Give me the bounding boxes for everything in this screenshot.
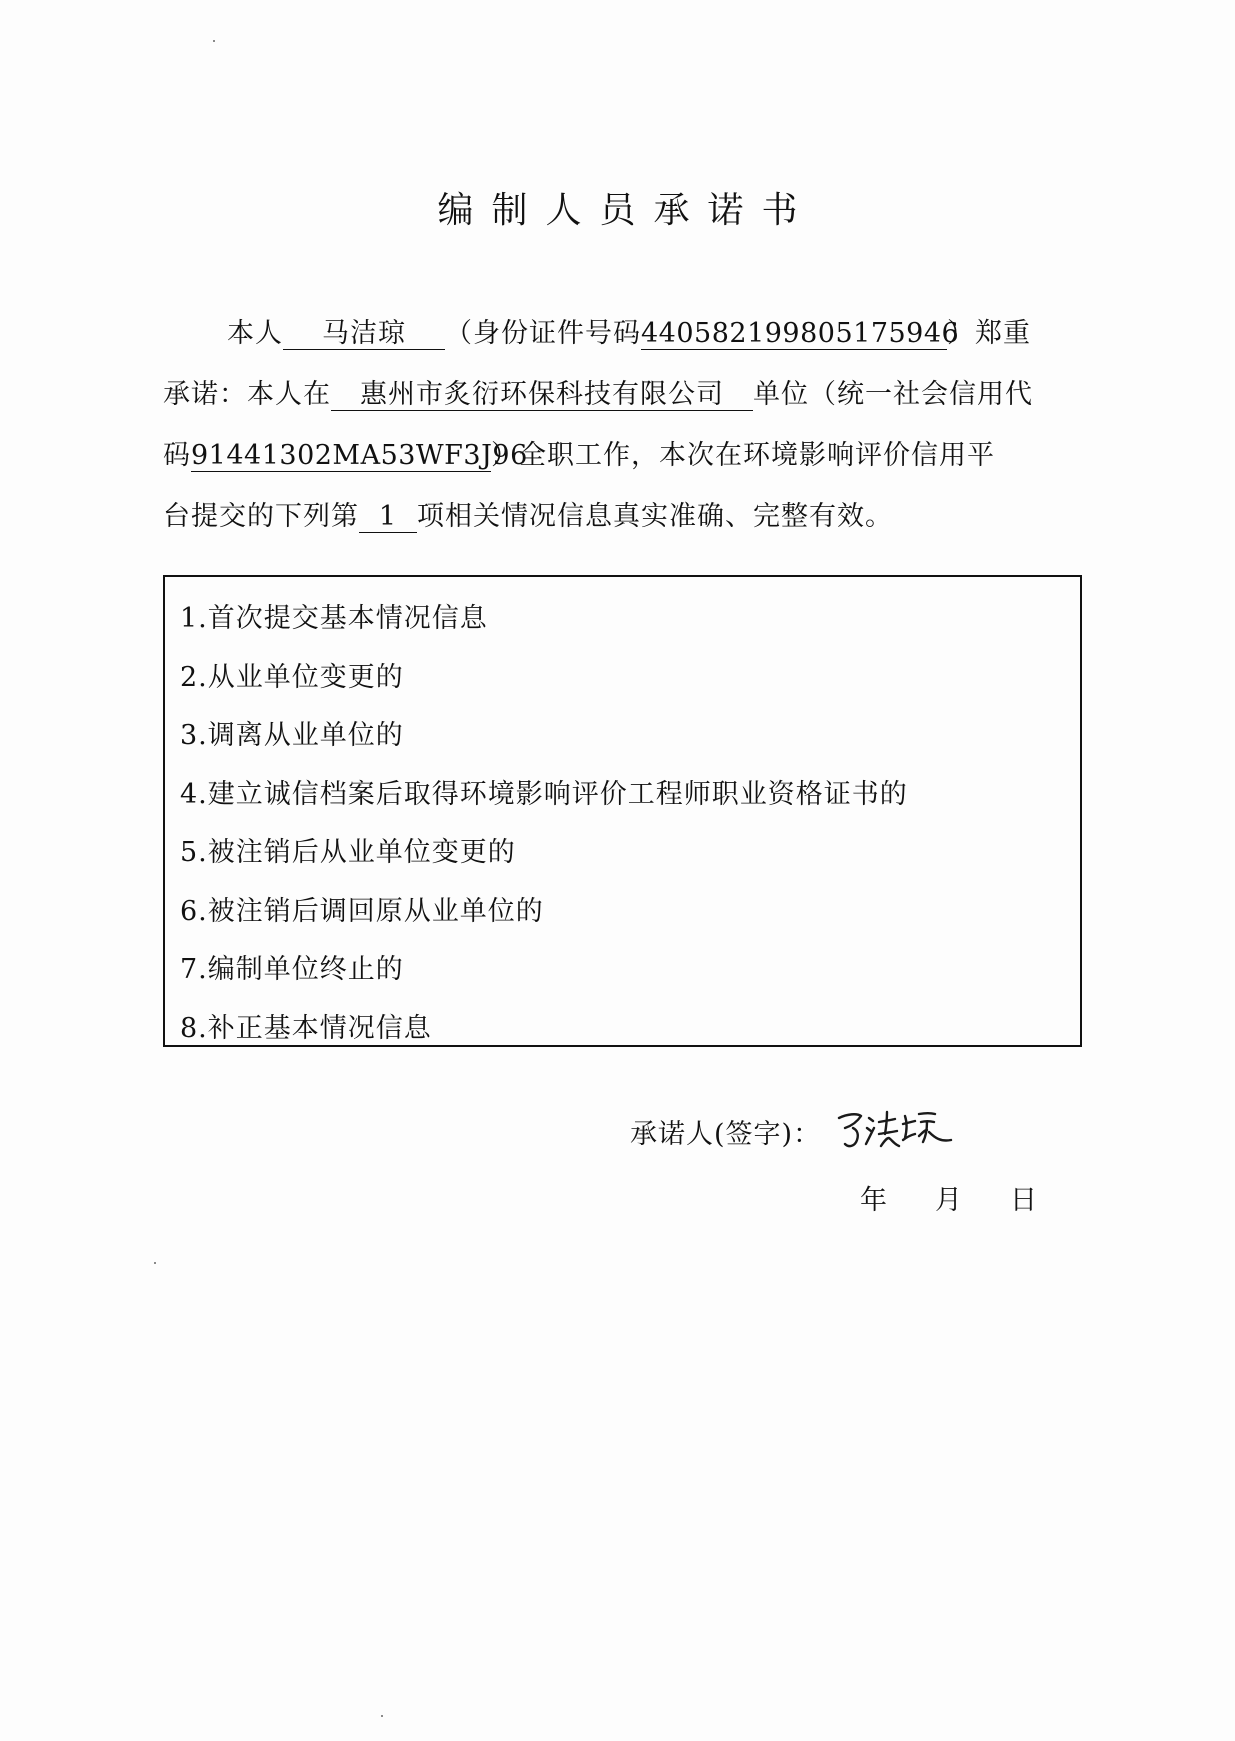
line3-suffix: ）全职工作，本次在环境影响评价信用平 <box>491 440 995 471</box>
scan-speck <box>154 1262 156 1264</box>
paragraph-line-1 <box>163 303 1083 364</box>
company-field: 惠州市炙衍环保科技有限公司 <box>331 380 753 411</box>
list-item: 2.从业单位变更的 <box>180 661 404 693</box>
line1-suffix: ）郑重 <box>947 318 1031 349</box>
id-number-field: 440582199805175946 <box>641 318 960 349</box>
list-item: 1.首次提交基本情况信息 <box>180 603 488 634</box>
list-item: 3.调离从业单位的 <box>180 720 404 751</box>
options-box <box>163 575 1082 1047</box>
list-item: 4.建立诚信档案后取得环境影响评价工程师职业资格证书的 <box>180 778 908 810</box>
date-month: 月 <box>935 1185 962 1216</box>
item-number-field: 1 <box>359 502 417 533</box>
line1-prefix: 本人 <box>227 318 283 349</box>
name-field: 马洁琼 <box>283 319 445 350</box>
document-title: 编制人员承诺书 <box>437 190 816 231</box>
commitment-paragraph <box>163 303 1083 547</box>
scan-speck <box>381 1715 383 1717</box>
paragraph-line-3 <box>163 425 1083 486</box>
line2-suffix: 单位（统一社会信用代 <box>753 379 1033 410</box>
date-row <box>860 1178 1037 1217</box>
list-item: 8.补正基本情况信息 <box>180 1012 432 1044</box>
date-year: 年 <box>860 1185 887 1216</box>
handwritten-signature <box>835 1104 955 1154</box>
credit-code-field: 91441302MA53WF3J96 <box>191 440 528 471</box>
line4-prefix: 台提交的下列第 <box>163 501 359 532</box>
line4-suffix: 项相关情况信息真实准确、完整有效。 <box>417 501 893 532</box>
paragraph-line-2 <box>163 364 1083 425</box>
line3-prefix: 码 <box>163 440 191 471</box>
line1-mid: （身份证件号码 <box>445 318 641 349</box>
line2-prefix: 承诺：本人在 <box>163 379 331 410</box>
date-day: 日 <box>1010 1185 1037 1216</box>
list-item: 6.被注销后调回原从业单位的 <box>180 895 544 927</box>
paragraph-line-4 <box>163 486 1083 547</box>
scan-speck <box>213 40 215 42</box>
list-item: 7.编制单位终止的 <box>180 954 404 985</box>
list-item: 5.被注销后从业单位变更的 <box>180 837 516 868</box>
options-list <box>180 590 908 1058</box>
signature-label: 承诺人(签字)： <box>630 1119 822 1150</box>
